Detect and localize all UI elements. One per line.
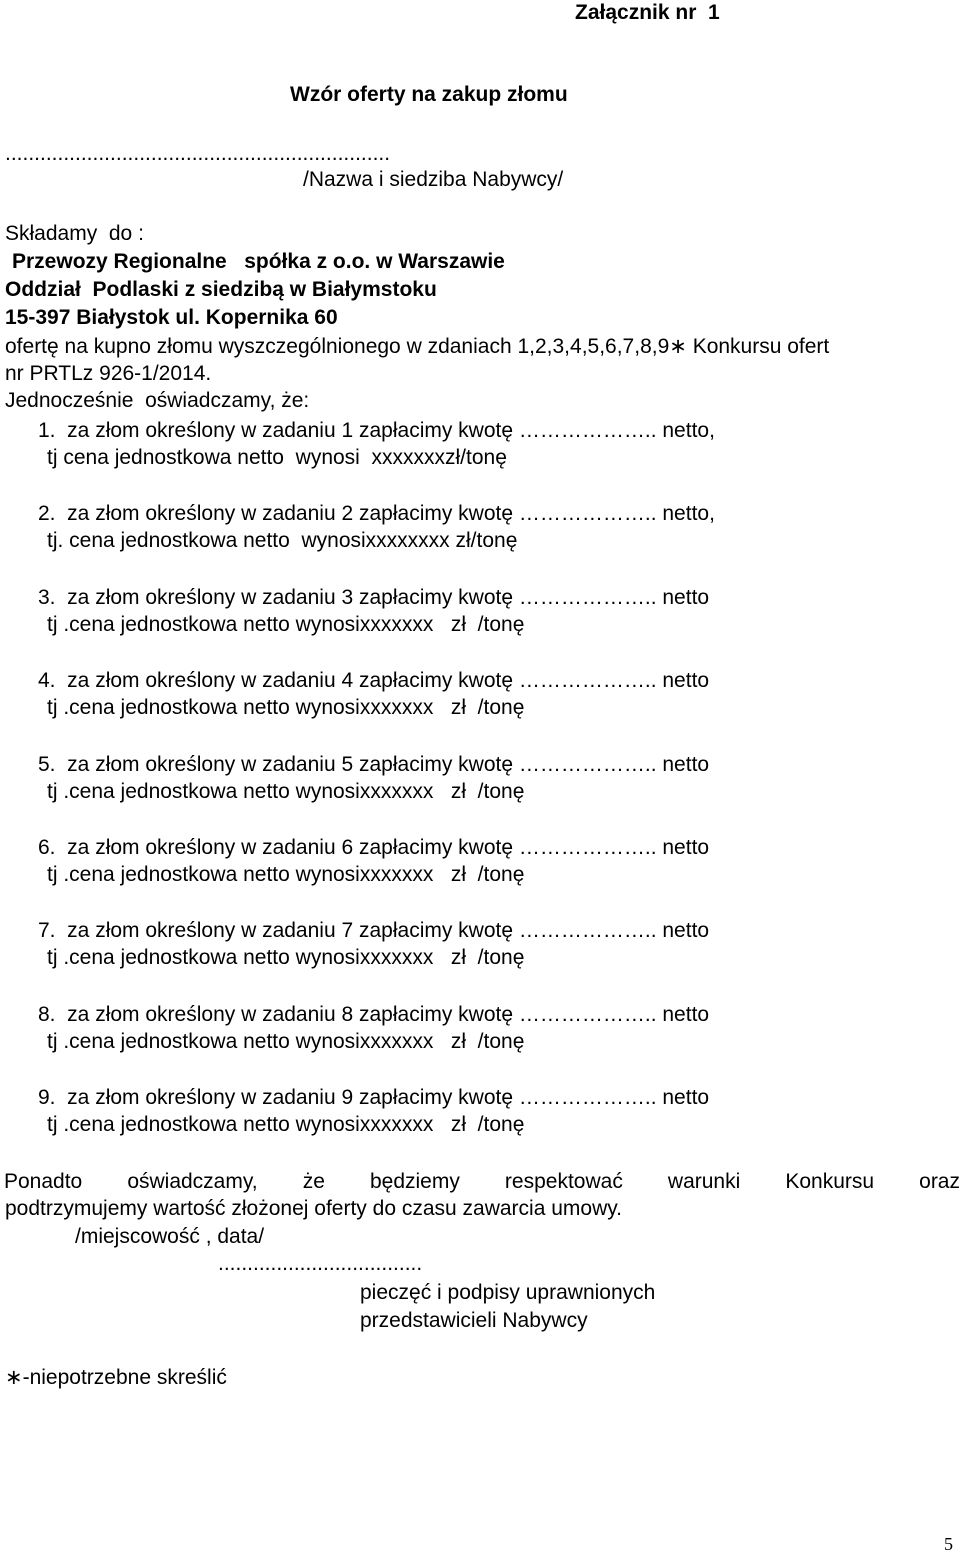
item-2-unit-price: tj. cena jednostkowa netto wynosixxxxxxxx zł/tonę xyxy=(47,529,518,552)
page-title: Wzór oferty na zakup złomu xyxy=(290,83,568,106)
closing-statement-line-2: podtrzymujemy wartość złożonej oferty do czasu zawarcia umowy. xyxy=(5,1197,623,1220)
item-2-amount: 2. za złom określony w zadaniu 2 zapłacimy kwotę ……………….. netto, xyxy=(38,502,715,525)
item-1-unit-price: tj cena jednostkowa netto wynosi xxxxxxxzł/tonę xyxy=(47,446,507,469)
recipient-line-1: Przewozy Regionalne spółka z o.o. w Warszawie xyxy=(12,250,505,273)
item-9-unit-price: tj .cena jednostkowa netto wynosixxxxxxx zł /tonę xyxy=(47,1113,525,1136)
recipient-intro: Składamy do : xyxy=(5,222,144,245)
page-number: 5 xyxy=(944,1534,953,1554)
place-date-caption: /miejscowość , data/ xyxy=(75,1225,265,1248)
declaration-intro: Jednocześnie oświadczamy, że: xyxy=(5,389,310,412)
item-8-amount: 8. za złom określony w zadaniu 8 zapłacimy kwotę ……………….. netto xyxy=(38,1003,710,1026)
attachment-label: Załącznik nr 1 xyxy=(575,1,720,24)
item-5-unit-price: tj .cena jednostkowa netto wynosixxxxxxx zł /tonę xyxy=(47,780,525,803)
item-7-unit-price: tj .cena jednostkowa netto wynosixxxxxxx zł /tonę xyxy=(47,946,525,969)
item-5-amount: 5. za złom określony w zadaniu 5 zapłacimy kwotę ……………….. netto xyxy=(38,753,710,776)
offer-text-line-1: ofertę na kupno złomu wyszczególnionego w zdaniach 1,2,3,4,5,6,7,8,9∗ Konkursu ofert xyxy=(5,335,830,358)
item-1-amount: 1. za złom określony w zadaniu 1 zapłacimy kwotę ……………….. netto, xyxy=(38,419,715,442)
item-6-amount: 6. za złom określony w zadaniu 6 zapłacimy kwotę ……………….. netto xyxy=(38,836,710,859)
item-9-amount: 9. za złom określony w zadaniu 9 zapłacimy kwotę ……………….. netto xyxy=(38,1086,710,1109)
signature-dots-line: ................................... xyxy=(218,1252,423,1275)
item-7-amount: 7. za złom określony w zadaniu 7 zapłacimy kwotę ……………….. netto xyxy=(38,919,710,942)
footnote: ∗-niepotrzebne skreślić xyxy=(5,1366,227,1389)
recipient-line-3: 15-397 Białystok ul. Kopernika 60 xyxy=(5,306,338,329)
item-4-amount: 4. za złom określony w zadaniu 4 zapłacimy kwotę ……………….. netto xyxy=(38,669,710,692)
recipient-line-2: Oddział Podlaski z siedzibą w Białymstoku xyxy=(5,278,437,301)
item-8-unit-price: tj .cena jednostkowa netto wynosixxxxxxx zł /tonę xyxy=(47,1030,525,1053)
closing-statement-line-1: Ponadto oświadczamy, że będziemy respektować warunki Konkursu oraz xyxy=(4,1170,960,1193)
item-3-amount: 3. za złom określony w zadaniu 3 zapłacimy kwotę ……………….. netto xyxy=(38,586,710,609)
offer-text-line-2: nr PRTLz 926-1/2014. xyxy=(5,362,212,385)
item-4-unit-price: tj .cena jednostkowa netto wynosixxxxxxx zł /tonę xyxy=(47,696,525,719)
item-6-unit-price: tj .cena jednostkowa netto wynosixxxxxxx zł /tonę xyxy=(47,863,525,886)
buyer-caption: /Nazwa i siedziba Nabywcy/ xyxy=(303,168,564,191)
item-3-unit-price: tj .cena jednostkowa netto wynosixxxxxxx zł /tonę xyxy=(47,613,525,636)
signature-caption-line-1: pieczęć i podpisy uprawnionych xyxy=(360,1281,656,1304)
buyer-dots-line: .................................................................. xyxy=(5,142,391,165)
signature-caption-line-2: przedstawicieli Nabywcy xyxy=(360,1309,588,1332)
